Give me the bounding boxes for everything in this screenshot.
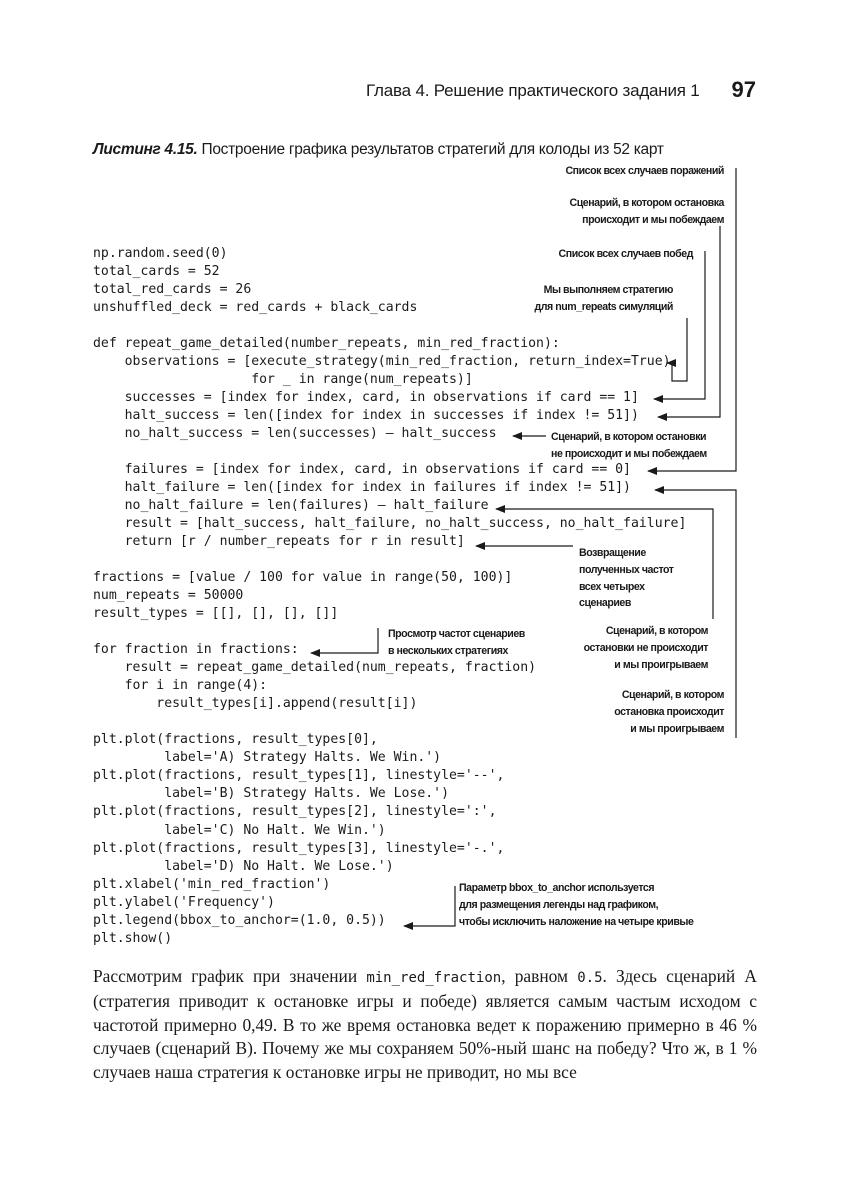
code-line: label='C) No Halt. We Win.') — [93, 822, 386, 838]
arrow-no-halt-failure — [496, 509, 713, 619]
code-line: no_halt_success = len(successes) – halt_success — [93, 426, 497, 442]
code-line: def repeat_game_detailed(number_repeats, min_red_fraction): — [93, 336, 560, 352]
code-line: plt.plot(fractions, result_types[0], — [93, 732, 378, 748]
code-line: num_repeats = 50000 — [93, 588, 244, 604]
arrow-halt-success — [658, 226, 720, 417]
annotation-failures-list: Список всех случаев поражений — [565, 165, 724, 177]
listing-label: Листинг 4.15. — [93, 141, 198, 158]
arrow-execute-strategy — [667, 318, 687, 381]
para-code-2: 0.5 — [577, 970, 603, 986]
code-line: plt.plot(fractions, result_types[2], linestyle=':', — [93, 804, 497, 820]
code-line: for _ in range(num_repeats)] — [93, 372, 473, 388]
code-line: halt_success = len([index for index in successes if index != 51]) — [93, 408, 639, 424]
code-line: plt.legend(bbox_to_anchor=(1.0, 0.5)) — [93, 912, 386, 928]
code-line: total_cards = 52 — [93, 264, 220, 280]
code-line: plt.show() — [93, 930, 173, 946]
annotation-fraction-loop: Просмотр частот сценариев в нескольких стратегиях — [388, 628, 525, 657]
annotation-halt-failure: Сценарий, в котором остановка происходит и мы проигрываем — [614, 689, 724, 735]
arrow-halt-failure — [655, 490, 736, 738]
chapter-title: Глава 4. Решение практического задания 1 — [366, 81, 700, 100]
arrow-fraction-loop — [311, 628, 378, 653]
code-line: result_types[i].append(result[i]) — [93, 696, 418, 712]
code-line: return [r / number_repeats for r in result] — [93, 534, 465, 550]
code-line: total_red_cards = 26 — [93, 282, 252, 298]
code-line: unshuffled_deck = red_cards + black_cards — [93, 300, 418, 316]
annotation-return-freqs: Возвращение полученных частот всех четырех сценариев — [579, 547, 674, 610]
para-text-3: . Здесь сценарий А (стратегия приводит к остановке игры и победе) является самым частым исходом с частотой примерно 0,49. В то же время остановка ведет к поражению примерно в 46 % случаев (сценарий B). Почему же мы сохраняем 50%-ный шанс на победу? Что ж, в 1 % случаев наша стратегия к остановке игры не приводит, но мы все — [93, 966, 757, 1082]
code-line: result = [halt_success, halt_failure, no_halt_success, no_halt_failure] — [93, 516, 687, 532]
code-line: successes = [index for index, card, in observations if card == 1] — [93, 390, 639, 406]
code-line: fractions = [value / 100 for value in range(50, 100)] — [93, 570, 513, 586]
code-line: for fraction in fractions: — [93, 642, 299, 658]
code-line: result = repeat_game_detailed(num_repeats, fraction) — [93, 660, 537, 676]
para-code-1: min_red_fraction — [366, 970, 502, 986]
code-line: halt_failure = len([index for index in failures if index != 51]) — [93, 480, 631, 496]
page-number: 97 — [731, 77, 756, 102]
para-text-1: Рассмотрим график при значении — [93, 966, 367, 986]
annotation-bbox-legend: Параметр bbox_to_anchor используется для размещения легенды над графиком, чтобы исключить наложение на четыре кривые — [459, 882, 694, 928]
arrow-bbox-legend — [404, 886, 455, 926]
arrow-successes-list — [654, 251, 705, 399]
code-line: np.random.seed(0) — [93, 246, 228, 261]
body-paragraph — [93, 965, 757, 1084]
code-line: for i in range(4): — [93, 678, 268, 694]
code-line: no_halt_failure = len(failures) – halt_failure — [93, 498, 489, 514]
annotation-halt-success: Сценарий, в котором остановка происходит и мы побеждаем — [569, 197, 724, 226]
code-line: plt.xlabel('min_red_fraction') — [93, 876, 331, 892]
code-line: plt.ylabel('Frequency') — [93, 894, 275, 910]
annotation-no-halt-success: Сценарий, в котором остановки не происходит и мы побеждаем — [551, 431, 707, 460]
code-line: label='B) Strategy Halts. We Lose.') — [93, 786, 450, 802]
code-line: failures = [index for index, card, in observations if card == 0] — [93, 462, 631, 478]
annotation-successes-list: Список всех случаев побед — [558, 248, 693, 260]
listing-title: Построение графика результатов стратегий для колоды из 52 карт — [197, 141, 664, 158]
code-line: label='A) Strategy Halts. We Win.') — [93, 750, 442, 766]
code-line: plt.plot(fractions, result_types[3], linestyle='-.', — [93, 840, 505, 856]
annotation-no-halt-failure: Сценарий, в котором остановки не происходит и мы проигрываем — [583, 625, 708, 671]
code-line: label='D) No Halt. We Lose.') — [93, 858, 394, 874]
annotation-execute-strategy: Мы выполняем стратегию для num_repeats симуляций — [534, 284, 673, 313]
code-line: observations = [execute_strategy(min_red_fraction, return_index=True) — [93, 354, 671, 370]
code-line: plt.plot(fractions, result_types[1], linestyle='--', — [93, 768, 505, 784]
code-line: result_types = [[], [], [], []] — [93, 606, 339, 622]
arrow-failures-list — [648, 168, 736, 471]
para-text-2: , равном — [501, 966, 578, 986]
